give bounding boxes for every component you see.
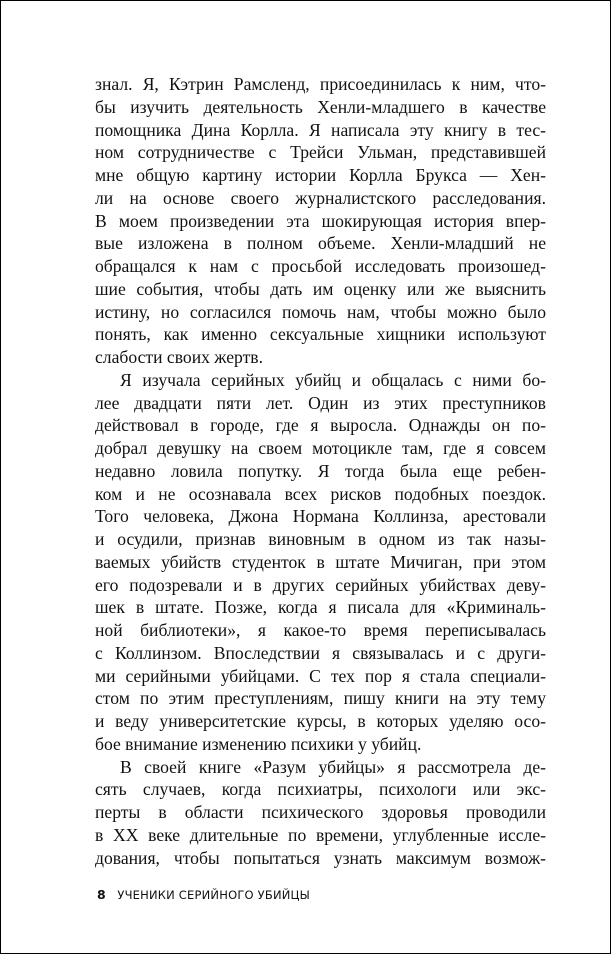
text-line: ной библиотеки», я какое-то время переписывалась (95, 620, 546, 640)
text-line: ми серийными убийцами. С тех пор я стала специали- (95, 665, 546, 686)
text-line: стом по этим преступлениям, пишу книги на эту тему (95, 688, 546, 709)
paragraph (95, 756, 546, 870)
text-line: с Коллинзом. Впоследствии я связывалась и с други- (95, 642, 546, 663)
text-line: Я изучала серийных убийц и общалась с ними бо- (120, 369, 546, 390)
body-text (95, 73, 546, 869)
text-line: Того человека, Джона Нормана Коллинза, арестовали (95, 506, 546, 527)
text-line: понять, как именно сексуальные хищники используют (95, 324, 546, 345)
page-number: 8 (97, 887, 106, 902)
paragraph (95, 73, 546, 369)
text-line: дования, чтобы попытаться узнать максимум возмож- (95, 847, 546, 868)
text-line: В моем произведении эта шокирующая история впер- (95, 210, 546, 231)
text-line: помощника Дина Корлла. Я написала эту книгу в тес- (95, 119, 546, 140)
text-line: перты в области психического здоровья проводили (95, 802, 546, 822)
text-line: ли на основе своего журналистского расследования. (95, 187, 546, 208)
paragraph (95, 369, 546, 756)
text-line: действовал в городе, где я выросла. Однажды он по- (95, 415, 546, 436)
text-line: истину, но согласился помочь нам, чтобы можно было (95, 301, 546, 322)
text-line: ком и не осознавала всех рисков подобных поездок. (95, 483, 546, 504)
text-line: В своей книге «Разум убийцы» я рассмотрела де- (120, 756, 546, 777)
text-line: мне общую картину истории Корлла Брукса — Хен- (95, 165, 546, 185)
text-line: слабости своих жертв. (95, 347, 263, 367)
text-line: шие события, чтобы дать им оценку или же выяснить (95, 278, 546, 299)
text-line: обращался к нам с просьбой исследовать произошед- (95, 256, 546, 276)
text-line: и веду университетские курсы, в которых уделяю осо- (95, 711, 546, 731)
text-line: недавно ловила попутку. Я тогда была еще ребен- (95, 460, 546, 481)
text-line: в XX веке длительные по времени, углубленные иссле- (95, 824, 546, 845)
text-line: шек в штате. Позже, когда я писала для «Криминаль- (95, 597, 546, 618)
running-title: УЧЕНИКИ СЕРИЙНОГО УБИЙЦЫ (117, 888, 311, 902)
page-footer (97, 887, 310, 902)
text-line: ном сотрудничестве с Трейси Ульман, представившей (95, 142, 546, 163)
text-line: знал. Я, Кэтрин Рамсленд, присоединилась к ним, что- (95, 74, 546, 94)
text-line: лее двадцати пяти лет. Один из этих преступников (95, 392, 546, 413)
text-line: его подозревали и в других серийных убийствах деву- (95, 574, 546, 595)
text-line: ваемых убийств студенток в штате Мичиган, при этом (95, 551, 546, 572)
text-line: бы изучить деятельность Хенли-младшего в качестве (95, 96, 546, 117)
text-line: вые изложена в полном объеме. Хенли-младший не (95, 233, 546, 254)
text-line: бое внимание изменению психики у убийц. (95, 733, 422, 754)
text-line: добрал девушку на своем мотоцикле там, где я совсем (95, 438, 546, 458)
text-line: сять случаев, когда психиатры, психологи или экс- (95, 779, 546, 800)
text-line: и осудили, признав виновным в одном из так назы- (95, 529, 546, 549)
